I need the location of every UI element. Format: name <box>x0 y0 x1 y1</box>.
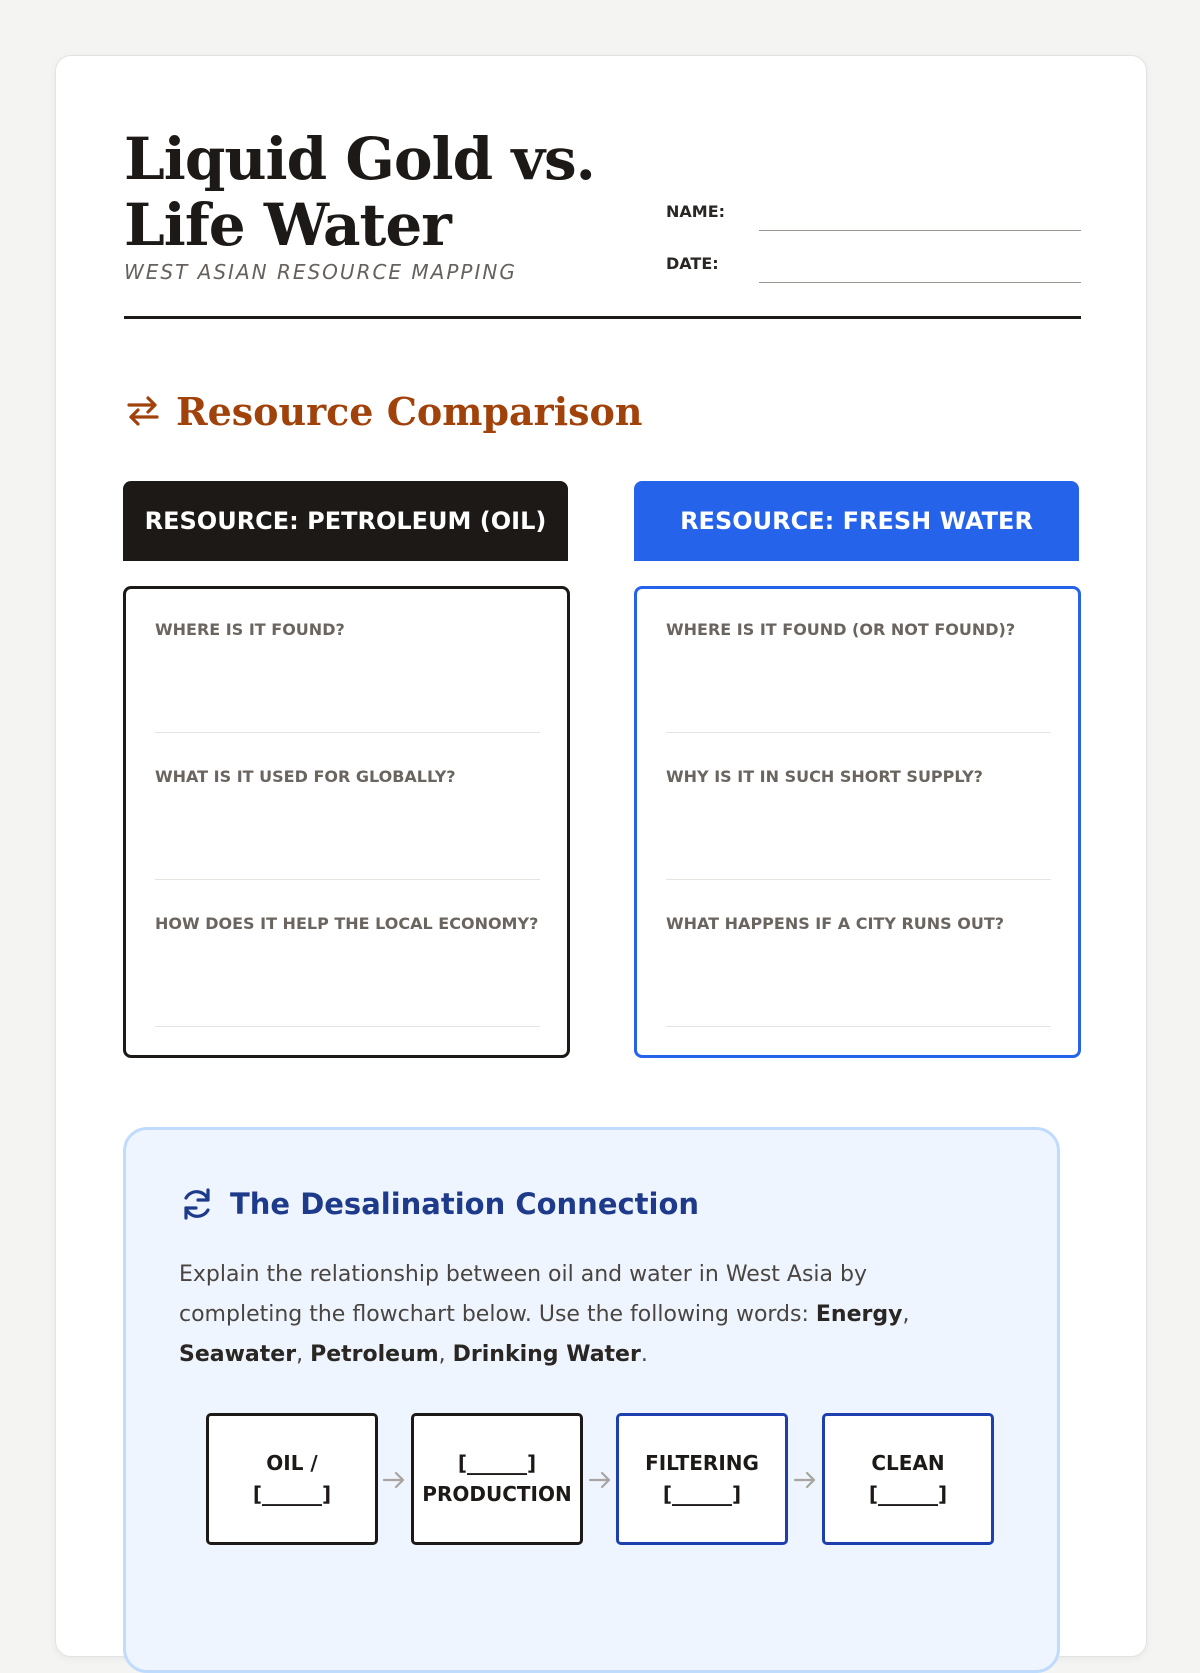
name-input-line[interactable] <box>759 230 1081 231</box>
water-answer-line-3[interactable] <box>666 1026 1051 1027</box>
oil-answer-line-2[interactable] <box>155 879 540 880</box>
desalination-instructions <box>179 1255 939 1375</box>
name-label: NAME: <box>666 202 726 221</box>
word-separator: , <box>438 1342 453 1367</box>
refresh-cycle-icon <box>178 1185 216 1223</box>
arrow-right-icon <box>587 1467 613 1493</box>
word-bank-seawater: Seawater <box>179 1342 297 1367</box>
oil-column-header: RESOURCE: PETROLEUM (OIL) <box>123 481 568 561</box>
instructions-intro: Explain the relationship between oil and water in West Asia by completing the flowchart below. Use the following words: <box>179 1262 868 1327</box>
oil-answer-line-1[interactable] <box>155 732 540 733</box>
word-separator: , <box>296 1342 311 1367</box>
flow-step-2-blank[interactable]: [______] <box>457 1451 537 1475</box>
water-question-1: WHERE IS IT FOUND (OR NOT FOUND)? <box>666 620 1016 639</box>
oil-question-1: WHERE IS IT FOUND? <box>155 620 345 639</box>
water-question-3: WHAT HAPPENS IF A CITY RUNS OUT? <box>666 914 1005 933</box>
desalination-panel <box>123 1127 1060 1673</box>
flow-step-4-line-1: CLEAN <box>871 1451 945 1475</box>
flow-step-3[interactable] <box>616 1413 788 1545</box>
sentence-end: . <box>640 1342 648 1367</box>
desalination-heading <box>178 1185 699 1223</box>
arrow-right-icon <box>792 1467 818 1493</box>
flow-step-3-line-1: FILTERING <box>645 1451 759 1475</box>
water-question-2: WHY IS IT IN SUCH SHORT SUPPLY? <box>666 767 983 786</box>
word-bank-petroleum: Petroleum <box>310 1342 439 1367</box>
arrow-right-icon <box>381 1467 407 1493</box>
resource-comparison-heading <box>124 386 643 436</box>
oil-question-box <box>123 586 570 1058</box>
oil-question-3: HOW DOES IT HELP THE LOCAL ECONOMY? <box>155 914 539 933</box>
water-question-box <box>634 586 1081 1058</box>
flow-step-2-line-2: PRODUCTION <box>422 1482 572 1506</box>
water-answer-line-1[interactable] <box>666 732 1051 733</box>
word-bank-drinking-water: Drinking Water <box>452 1342 641 1367</box>
flow-step-4-blank[interactable]: [______] <box>868 1482 948 1506</box>
flow-step-1-blank[interactable]: [______] <box>252 1482 332 1506</box>
word-separator: , <box>902 1302 910 1327</box>
date-input-line[interactable] <box>759 282 1081 283</box>
oil-answer-line-3[interactable] <box>155 1026 540 1027</box>
date-label: DATE: <box>666 254 719 273</box>
flow-step-1[interactable] <box>206 1413 378 1545</box>
desalination-title: The Desalination Connection <box>230 1187 700 1221</box>
water-column-header: RESOURCE: FRESH WATER <box>634 481 1079 561</box>
section-title: Resource Comparison <box>176 388 643 434</box>
flow-step-2[interactable] <box>411 1413 583 1545</box>
swap-arrows-icon <box>124 392 162 430</box>
flow-step-4[interactable] <box>822 1413 994 1545</box>
water-answer-line-2[interactable] <box>666 879 1051 880</box>
oil-question-2: WHAT IS IT USED FOR GLOBALLY? <box>155 767 456 786</box>
flow-step-3-blank[interactable]: [______] <box>662 1482 742 1506</box>
word-bank-energy: Energy <box>815 1302 903 1327</box>
flow-step-1-line-1: OIL / <box>266 1451 318 1475</box>
page-title: Liquid Gold vs. Life Water <box>124 125 595 259</box>
header-divider <box>124 316 1081 319</box>
page-subtitle: WEST ASIAN RESOURCE MAPPING <box>124 260 517 284</box>
